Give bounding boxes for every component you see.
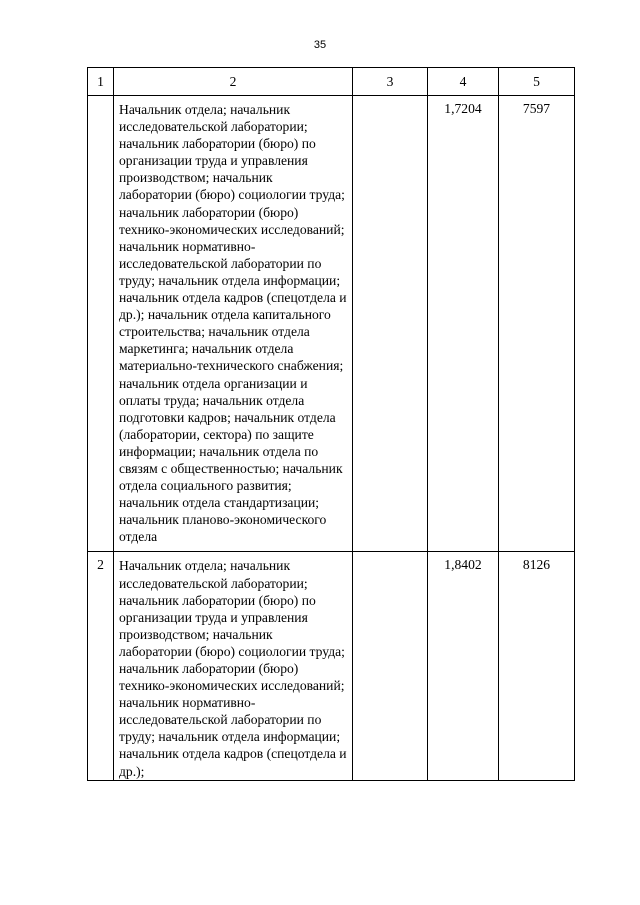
coefficient-value: 1,8402 — [428, 552, 499, 780]
salary-table — [87, 67, 575, 781]
header-cell-2: 2 — [114, 68, 353, 96]
empty-cell — [353, 552, 428, 780]
table-row — [88, 552, 575, 780]
row-number: 2 — [88, 552, 114, 780]
page-number: 35 — [313, 39, 327, 51]
position-description: Начальник отдела; начальник исследовательской лаборатории; начальник лаборатории (бюро) по организации труда и управления производством; начальник лаборатории (бюро) социологии труда; начальник лаборатории (бюро) технико-экономических исследований; начальник нормативно-исследовательской лаборатории по труду; начальник отдела информации; начальник отдела кадров (спецотдела и др.); начальник отдела капитального строительства; начальник отдела маркетинга; начальник отдела материально-технического снабжения; начальник отдела организации и оплаты труда; начальник отдела подготовки кадров; начальник отдела (лаборатории, сектора) по защите информации; начальник отдела по связям с общественностью; начальник отдела социального развития; начальник отдела стандартизации; начальник планово-экономического отдела — [114, 96, 353, 552]
amount-value: 7597 — [499, 96, 575, 552]
coefficient-value: 1,7204 — [428, 96, 499, 552]
header-cell-4: 4 — [428, 68, 499, 96]
empty-cell — [353, 96, 428, 552]
amount-value: 8126 — [499, 552, 575, 780]
header-cell-1: 1 — [88, 68, 114, 96]
position-description: Начальник отдела; начальник исследовательской лаборатории; начальник лаборатории (бюро) по организации труда и управления производством; начальник лаборатории (бюро) социологии труда; начальник лаборатории (бюро) технико-экономических исследований; начальник нормативно-исследовательской лаборатории по труду; начальник отдела информации; начальник отдела кадров (спецотдела и др.); — [114, 552, 353, 780]
header-cell-5: 5 — [499, 68, 575, 96]
table-row — [88, 96, 575, 552]
header-cell-3: 3 — [353, 68, 428, 96]
table-header-row — [88, 68, 575, 96]
row-number — [88, 96, 114, 552]
